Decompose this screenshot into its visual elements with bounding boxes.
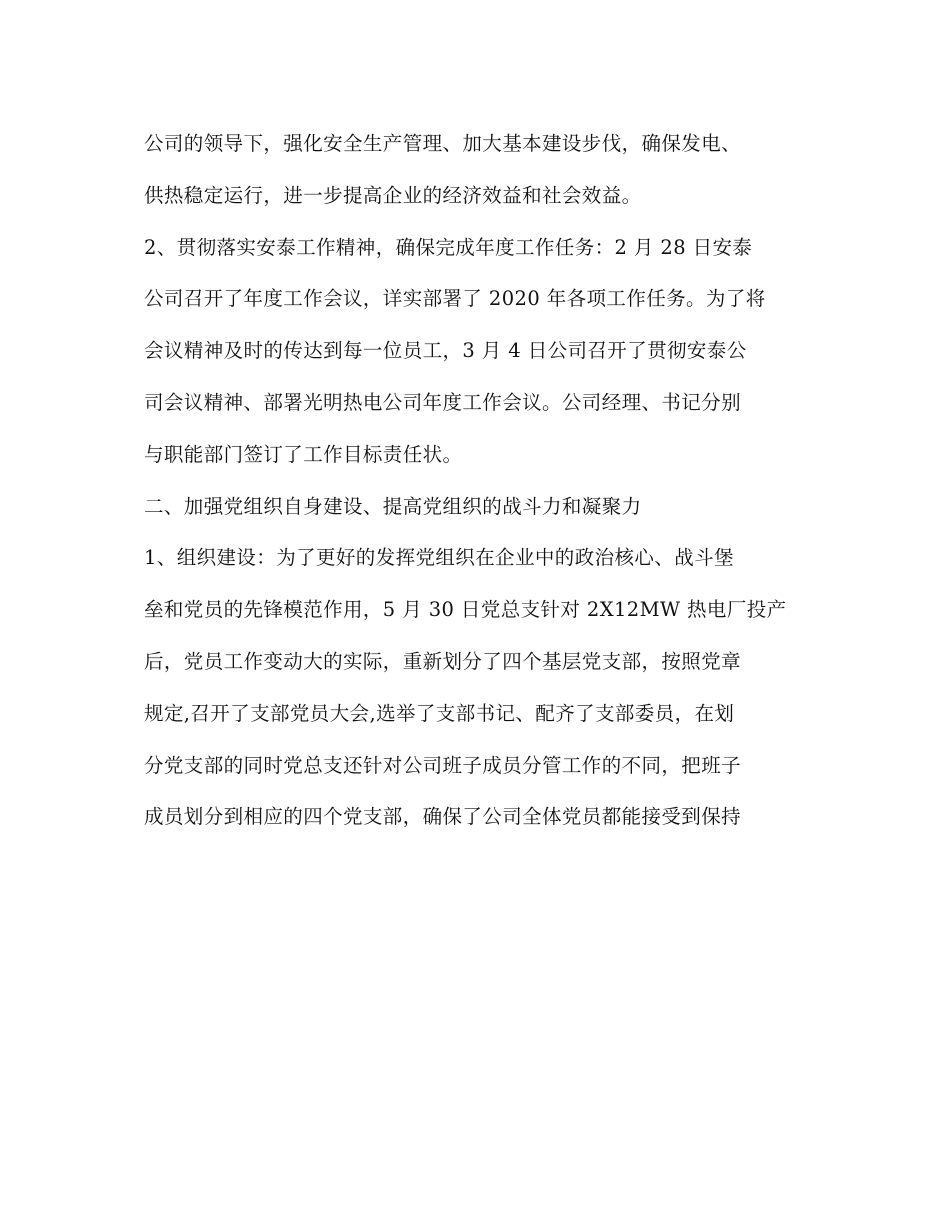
text-line: 规定,召开了支部党员大会,选举了支部书记、配齐了支部委员，在划 [144, 701, 735, 725]
section-heading: 二、加强党组织自身建设、提高党组织的战斗力和凝聚力 [144, 494, 642, 518]
text-line: 后，党员工作变动大的实际，重新划分了四个基层党支部，按照党章 [144, 649, 742, 673]
text-line: 公司的领导下，强化安全生产管理、加大基本建设步伐，确保发电、 [144, 132, 742, 155]
text-line: 会议精神及时的传达到每一位员工，3 月 4 日公司召开了贯彻安泰公 [144, 339, 747, 363]
text-line: 供热稳定运行，进一步提高企业的经济效益和社会效益。 [144, 183, 642, 207]
text-line: 分党支部的同时党总支还针对公司班子成员分管工作的不同，把班子 [144, 753, 742, 777]
text-line: 2、贯彻落实安泰工作精神，确保完成年度工作任务：2 月 28 日安泰 [144, 235, 753, 259]
text-line: 公司召开了年度工作会议，详实部署了 2020 年各项工作任务。为了将 [144, 287, 766, 311]
text-line: 1、组织建设：为了更好的发挥党组织在企业中的政治核心、战斗堡 [144, 546, 734, 570]
text-line: 司会议精神、部署光明热电公司年度工作会议。公司经理、书记分别 [144, 390, 742, 414]
text-line: 与职能部门签订了工作目标责任状。 [144, 442, 463, 466]
text-line: 垒和党员的先锋模范作用，5 月 30 日党总支针对 2X12MW 热电厂投产 [144, 598, 787, 622]
text-line: 成员划分到相应的四个党支部，确保了公司全体党员都能接受到保持 [144, 805, 742, 829]
body-text [144, 118, 814, 843]
